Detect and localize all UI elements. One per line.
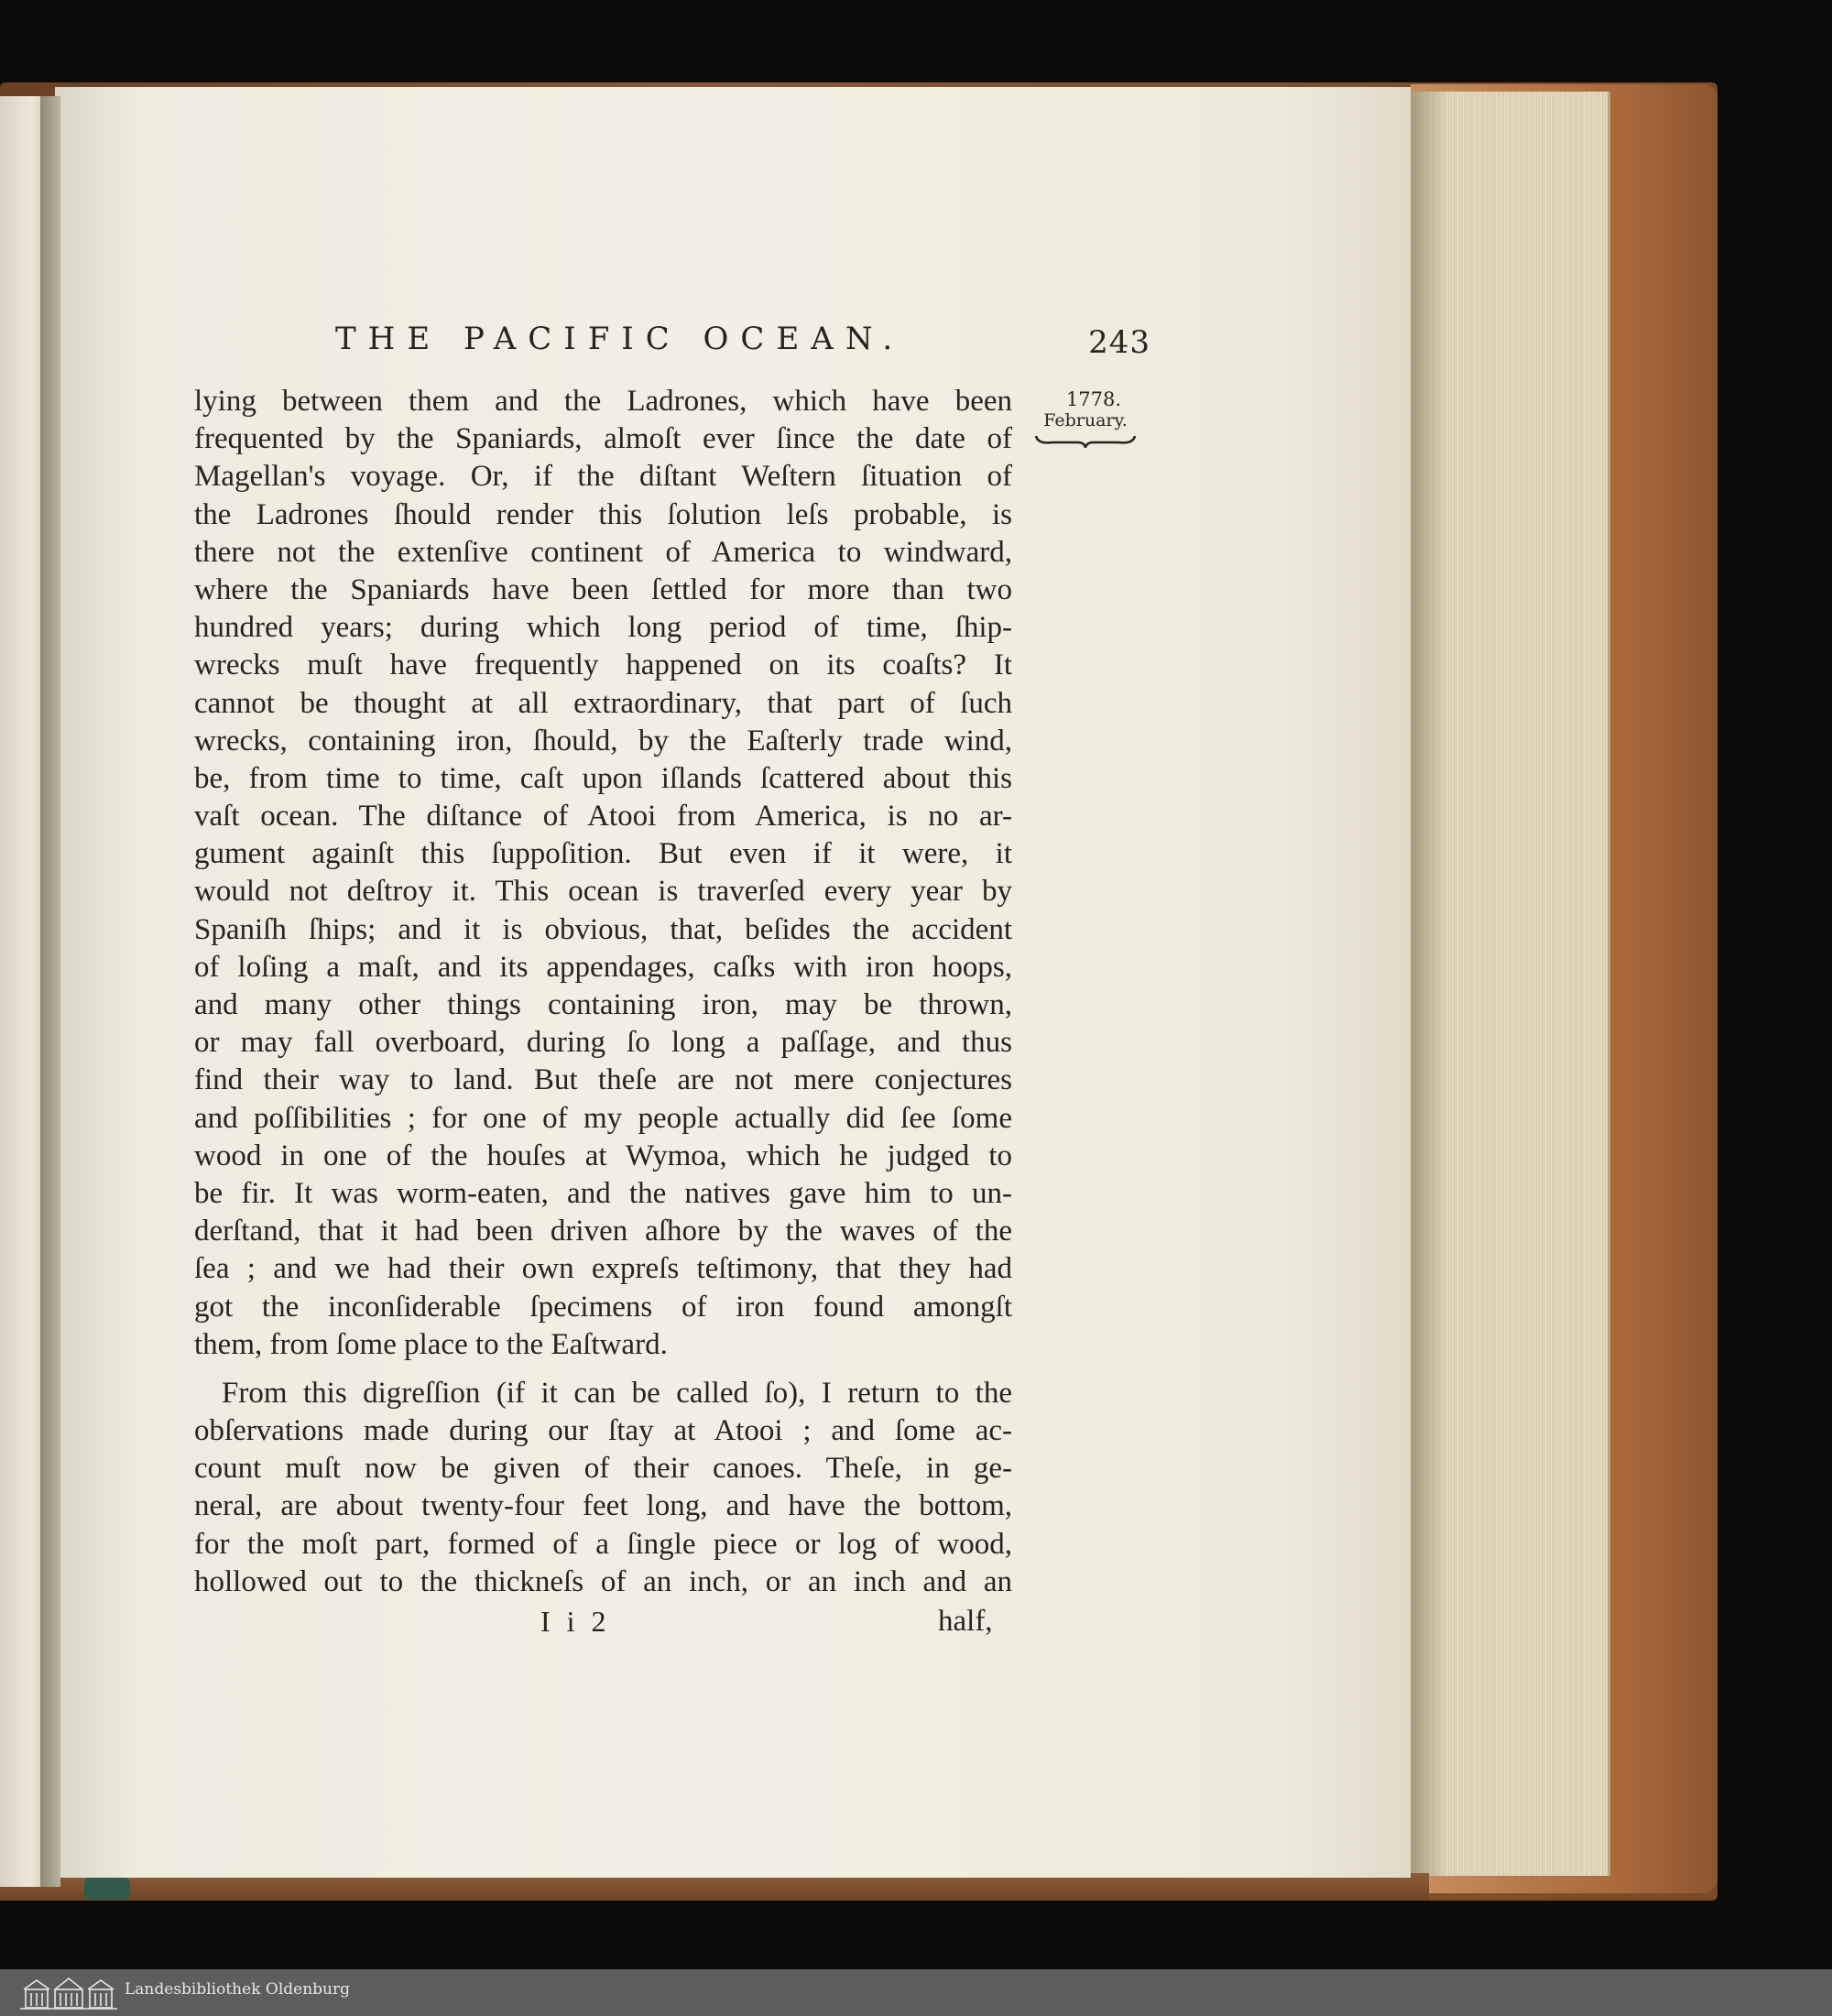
page-header: [335, 321, 1150, 365]
margin-note: [1026, 389, 1145, 448]
text-line: be, from time to time, caſt upon iſlands ſcattered about this: [194, 761, 1012, 795]
library-name: Landesbibliothek Oldenburg: [125, 1980, 351, 1999]
text-line: vaſt ocean. The diſtance of Atooi from America, is no ar-: [194, 800, 1012, 834]
page-edges-shadow: [1411, 92, 1447, 1876]
text-line: count muſt now be given of their canoes. Theſe, in ge-: [194, 1452, 1012, 1486]
catchword: half,: [938, 1605, 993, 1638]
text-line: or may fall overboard, during ſo long a paſſage, and thus: [194, 1026, 1012, 1060]
signature-mark: I i 2: [540, 1605, 611, 1638]
text-line: derſtand, that it had been driven aſhore by the waves of the: [194, 1215, 1012, 1248]
text-line: and poſſibilities ; for one of my people actually did ſee ſome: [194, 1101, 1012, 1135]
text-line: where the Spaniards have been ſettled for more than two: [194, 572, 1012, 606]
text-line: hundred years; during which long period of time, ſhip-: [194, 611, 1012, 645]
margin-note-month: February.: [1043, 410, 1128, 430]
text-line: of loſing a maſt, and its appendages, caſks with iron hoops,: [194, 950, 1012, 984]
text-line: wrecks, containing iron, ſhould, by the Eaſterly trade wind,: [194, 724, 1012, 757]
text-line: and many other things containing iron, may be thrown,: [194, 988, 1012, 1021]
text-line: cannot be thought at all extraordinary, that part of ſuch: [194, 686, 1012, 720]
text-line: for the moſt part, formed of a ſingle piece or log of wood,: [194, 1527, 1012, 1561]
text-line: hollowed out to the thickneſs of an inch, or an inch and an: [194, 1564, 1012, 1598]
text-line: wood in one of the houſes at Wymoa, which he judged to: [194, 1139, 1012, 1172]
text-line: there not the extenſive continent of America to windward,: [194, 535, 1012, 569]
paragraph-gap: [194, 1364, 1012, 1375]
text-line: be fir. It was worm-eaten, and the natives gave him to un-: [194, 1176, 1012, 1210]
text-line: find their way to land. But theſe are not mere conjectures: [194, 1063, 1012, 1097]
text-line: gument againſt this ſuppoſition. But even if it were, it: [194, 837, 1012, 871]
text-line: them, from ſome place to the Eaſtward.: [194, 1327, 668, 1361]
text-line: obſervations made during our ſtay at Atooi ; and ſome ac-: [194, 1414, 1012, 1448]
text-line: got the inconſiderable ſpecimens of iron found amongſt: [194, 1290, 1012, 1324]
text-line: wrecks muſt have frequently happened on its coaſts? It: [194, 648, 1012, 682]
text-line: would not deſtroy it. This ocean is traverſed every year by: [194, 875, 1012, 909]
running-head: THE PACIFIC OCEAN.: [335, 321, 905, 357]
library-footer: [0, 1969, 1832, 2016]
text-line: ſea ; and we had their own expreſs teſtimony, that they had: [194, 1252, 1012, 1286]
text-line: Spaniſh ſhips; and it is obvious, that, beſides the accident: [194, 912, 1012, 946]
text-line: frequented by the Spaniards, almoſt ever ſince the date of: [194, 422, 1012, 456]
library-building-icon: [18, 1975, 119, 2011]
text-line: From this digreſſion (if it can be called ſo), I return to the: [222, 1376, 1012, 1410]
body-text: [194, 383, 1012, 1601]
text-line: lying between them and the Ladrones, which have been: [194, 385, 1012, 418]
page-gutter: [40, 96, 60, 1887]
margin-note-year: 1778.: [1065, 388, 1122, 410]
text-line: neral, are about twenty-four feet long, and have the bottom,: [194, 1489, 1012, 1523]
margin-brace-icon: [1034, 433, 1137, 448]
text-line: Magellan's voyage. Or, if the diſtant Weſtern ſituation of: [194, 460, 1012, 494]
ribbon-marker: [84, 1878, 130, 1900]
page-number: 243: [1088, 324, 1150, 361]
text-line: the Ladrones ſhould render this ſolution leſs probable, is: [194, 497, 1012, 531]
